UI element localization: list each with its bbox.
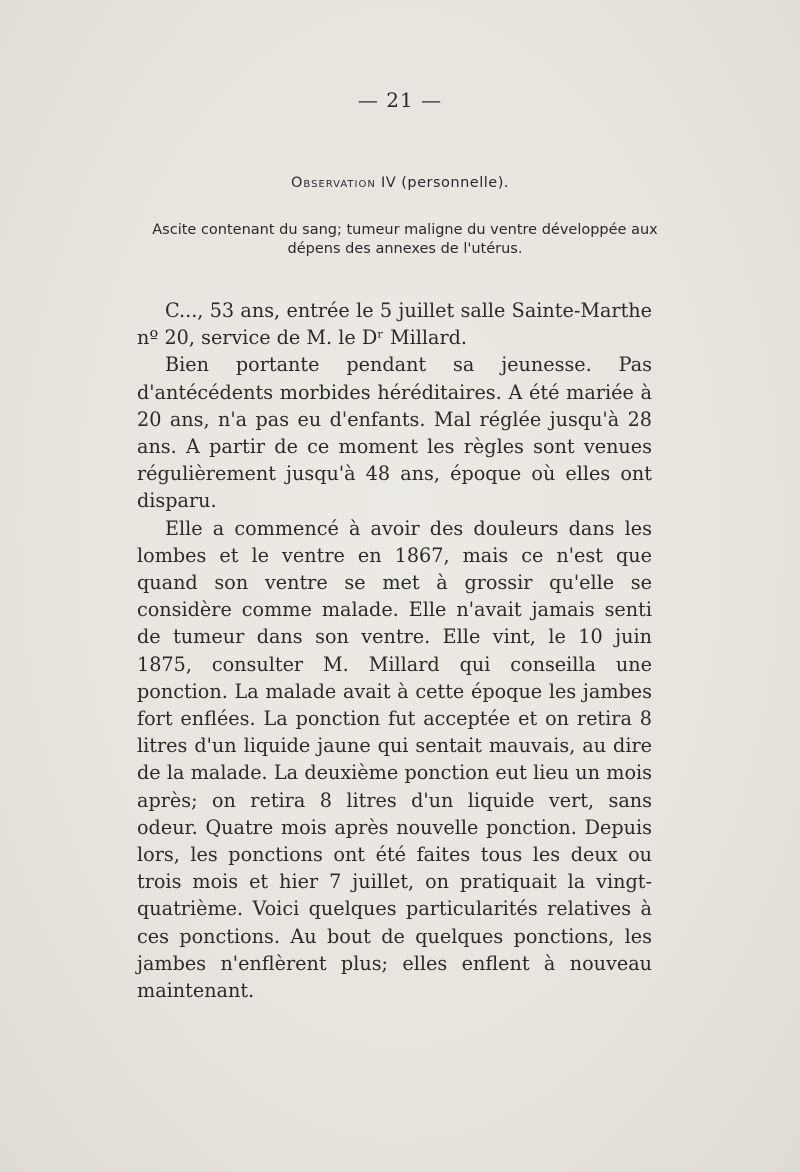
paragraph-illness: Elle a commencé à avoir des douleurs dans les lombes et le ventre en 1867, mais ce n'est que quand son ventre se met à grossir qu'elle se considère comme malade. Elle n'avait jamais senti de tumeur dans son ventre. Elle vint, le 10 juin 1875, consulter M. Millard qui conseilla une ponction. La malade avait à cette époque les jambes fort enflées. La ponction fut acceptée et on retira 8 litres d'un liquide jaune qui sentait mauvais, au dire de la malade. La deuxième ponction eut lieu un mois après; on retira 8 litres d'un liquide vert, sans odeur. Quatre mois après nouvelle ponction. Depuis lors, les ponctions ont été faites tous les deux ou trois mois et hier 7 juillet, on pratiquait la vingt-quatrième. Voici quelques particularités relatives à ces ponctions. Au bout de quelques ponctions, les jambes n'enflèrent plus; elles enflent à nouveau maintenant. — [137, 516, 652, 1003]
paragraph-patient-intro: C..., 53 ans, entrée le 5 juillet salle Sainte-Marthe nº 20, service de M. le Dʳ Millard. — [137, 299, 652, 350]
observation-summary: Ascite contenant du sang; tumeur maligne du ventre développée aux dépens des annexes de l'utérus. — [152, 222, 658, 257]
paragraph-history: Bien portante pendant sa jeunesse. Pas d'antécédents morbides héréditaires. A été mariée à 20 ans, n'a pas eu d'enfants. Mal réglée jusqu'à 28 ans. A partir de ce moment les règles sont venues régulièrement jusqu'à 48 ans, époque où elles ont disparu. — [137, 353, 652, 513]
observation-heading — [0, 175, 800, 191]
page-number: — 21 — — [357, 88, 443, 112]
body-text — [137, 297, 652, 1004]
observation-number: IV (personnelle). — [380, 175, 509, 191]
observation-label: Observation — [291, 175, 376, 191]
